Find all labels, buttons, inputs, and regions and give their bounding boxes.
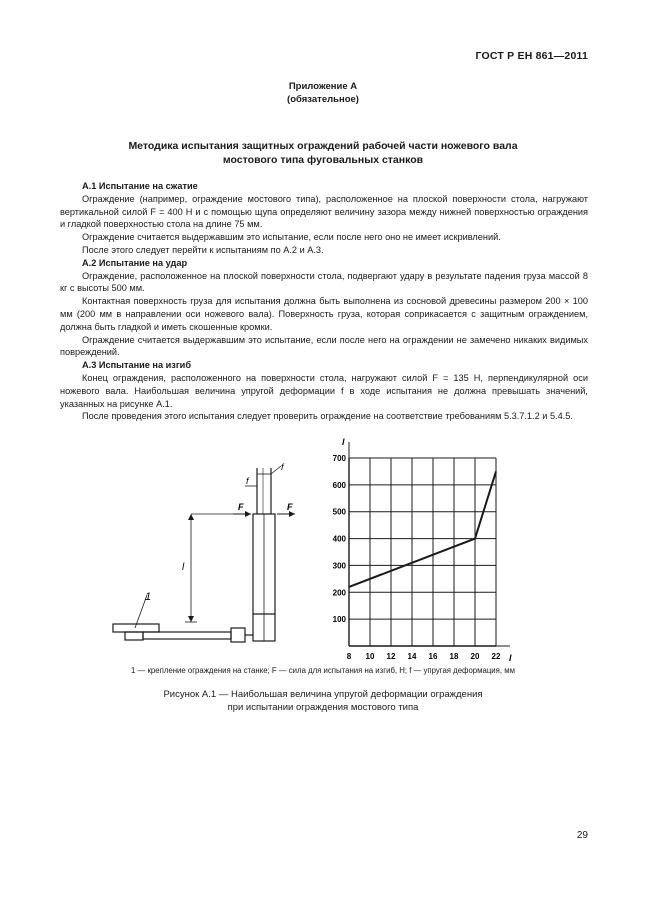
- chart-x-tick-label: 10: [365, 652, 375, 661]
- label-f-right: f: [281, 462, 284, 472]
- paragraph: Ограждение, расположенное на плоской поверхности стола, подвергают удару в результате падения груза массой 8 кг с высоты 500 мм.: [60, 270, 588, 294]
- chart-x-tick-label: 16: [428, 652, 438, 661]
- figure-title-line2: при испытании ограждения мостового типа: [227, 702, 419, 713]
- chart-y-tick-label: 700: [332, 454, 346, 463]
- annex-title: [0, 139, 646, 167]
- chart-x-tick-label: 20: [470, 652, 480, 661]
- label-f-left: f: [246, 476, 249, 486]
- annex-body: [60, 180, 588, 423]
- chart-x-tick-label: 12: [386, 652, 396, 661]
- annex-status: (обязательное): [287, 94, 359, 105]
- annex-heading: [0, 80, 646, 106]
- chart-y-tick-label: 400: [332, 534, 346, 544]
- label-F-right: F: [287, 502, 293, 512]
- figure-title: [0, 688, 646, 714]
- chart-grid: [349, 442, 510, 646]
- annex-label: Приложение А: [288, 81, 358, 92]
- document-id: ГОСТ Р ЕН 861—2011: [475, 50, 588, 62]
- label-l: l: [182, 562, 185, 573]
- paragraph: После проведения этого испытания следует проверить ограждение на соответствие требованиям 5.3.7.1.2 и 5.4.5.: [82, 411, 573, 422]
- chart-y-tick-label: 500: [332, 507, 346, 517]
- paragraph: Контактная поверхность груза для испытания должна быть выполнена из сосновой древесины размером 200 × 100 мм (200 мм в направлении оси ножевого вала). Поверхность груза, которая соприкасается с защитным ограждением, должна быть гладкой и иметь скошенные кромки.: [60, 296, 588, 332]
- page-number: 29: [576, 830, 588, 841]
- section-heading-a3: А.3 Испытание на изгиб: [82, 360, 192, 371]
- chart-x-axis-label: l: [509, 653, 512, 663]
- paragraph: Ограждение (например, ограждение мостового типа), расположенное на плоской поверхности стола, нагружают вертикальной силой F = 400 Н и с помощью щупа определяют величину зазора между нижней поверхностью ограждения и гладкой поверхностью стола на длине 75 мм.: [60, 193, 588, 230]
- section-heading-a1: А.1 Испытание на сжатие: [82, 181, 198, 191]
- section-heading-a2: А.2 Испытание на удар: [82, 257, 188, 268]
- paragraph: Ограждение считается выдержавшим это испытание, если после него на ограждении не замечено никаких видимых повреждений.: [60, 334, 588, 358]
- annex-title-line2: мостового типа фуговальных станков: [222, 154, 424, 166]
- chart-x-tick-label: 22: [491, 652, 501, 661]
- chart-x-tick-label: 18: [449, 652, 459, 661]
- annex-title-line1: Методика испытания защитных ограждений рабочей части ножевого вала: [128, 140, 518, 152]
- chart-y-tick-label: 200: [332, 588, 346, 598]
- label-F-left: F: [238, 502, 244, 512]
- chart-y-tick-label: 600: [332, 480, 346, 490]
- figure-legend: 1 — крепление ограждения на станке; F — сила для испытания на изгиб, Н; f — упругая деформация, мм: [131, 666, 515, 675]
- label-1: 1: [145, 591, 152, 603]
- paragraph: Ограждение считается выдержавшим это испытание, если после него оно не имеет искривлений.: [82, 232, 501, 243]
- paragraph: После этого следует перейти к испытаниям по А.2 и А.3.: [82, 244, 324, 255]
- chart-x-tick-label: 8: [346, 652, 352, 661]
- chart-y-tick-label: 100: [332, 615, 346, 625]
- chart-y-axis-label: l: [342, 437, 345, 447]
- test-setup-diagram: [105, 430, 315, 655]
- chart-series-line: [349, 471, 496, 586]
- chart-x-tick-label: 14: [407, 652, 417, 661]
- deformation-chart: [320, 430, 520, 665]
- paragraph: Конец ограждения, расположенного на поверхности стола, нагружают силой F = 135 Н, перпендикулярной оси ножевого вала. Наибольшая величина упругой деформации f в ходе испытания не должна превышать значений, указанных на рисунке А.1.: [60, 372, 588, 409]
- figure-title-line1: Рисунок А.1 — Наибольшая величина упругой деформации ограждения: [163, 689, 483, 700]
- chart-y-tick-label: 300: [332, 561, 346, 571]
